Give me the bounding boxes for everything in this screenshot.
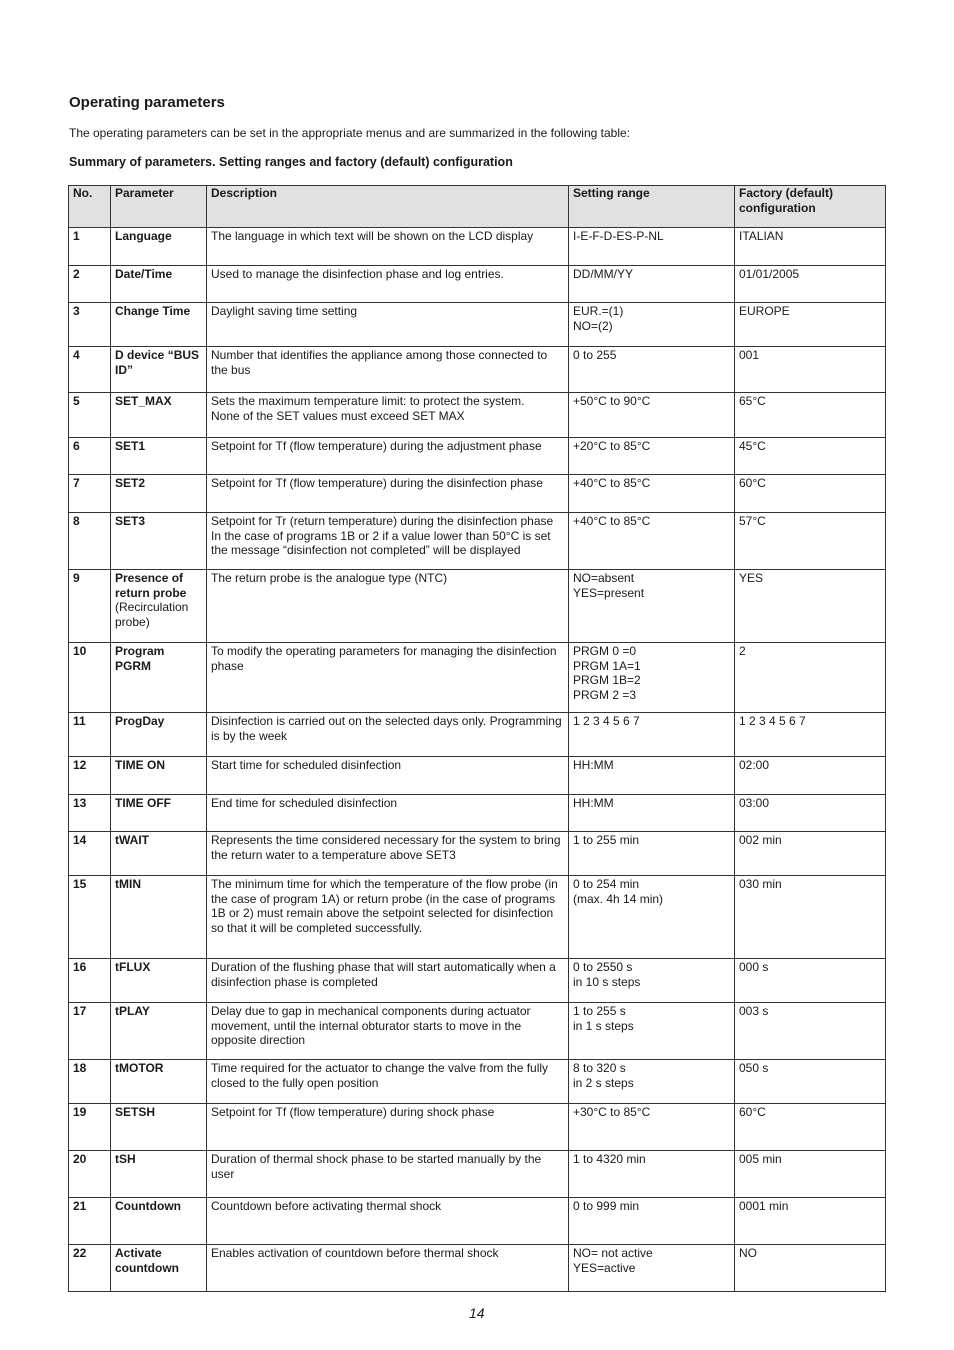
cell-no: 3 — [69, 303, 111, 347]
range-line: in 1 s steps — [573, 1018, 634, 1033]
table-row — [69, 570, 886, 643]
cell-no: 19 — [69, 1104, 111, 1151]
range-line: NO=(2) — [573, 318, 613, 333]
cell-no: 21 — [69, 1198, 111, 1245]
cell-range — [569, 570, 735, 643]
cell-factory: EUROPE — [735, 303, 886, 347]
cell-no: 8 — [69, 513, 111, 570]
range-line: in 10 s steps — [573, 974, 641, 989]
range-line: 0 to 2550 s — [573, 960, 633, 974]
cell-no: 7 — [69, 475, 111, 513]
table-row — [69, 438, 886, 475]
description-line: None of the SET values must exceed SET MAX — [211, 408, 465, 423]
range-line: in 2 s steps — [573, 1075, 634, 1090]
cell-description: Daylight saving time setting — [207, 303, 569, 347]
table-row — [69, 266, 886, 303]
cell-description: Enables activation of countdown before thermal shock — [207, 1245, 569, 1292]
cell-description: Countdown before activating thermal shock — [207, 1198, 569, 1245]
cell-parameter: TIME ON — [111, 757, 207, 795]
cell-no: 11 — [69, 713, 111, 757]
table-row — [69, 757, 886, 795]
cell-range: 0 to 255 — [569, 347, 735, 393]
table-header-row — [69, 186, 886, 228]
parameters-table — [68, 185, 886, 1292]
cell-parameter: Activate countdown — [111, 1245, 207, 1292]
range-line: NO=absent — [573, 571, 635, 585]
cell-description: To modify the operating parameters for managing the disinfection phase — [207, 643, 569, 713]
cell-parameter: SET2 — [111, 475, 207, 513]
cell-parameter: TIME OFF — [111, 795, 207, 832]
cell-description: Represents the time considered necessary for the system to bring the return water to a temperature above SET3 — [207, 832, 569, 876]
cell-parameter: Program PGRM — [111, 643, 207, 713]
cell-no: 2 — [69, 266, 111, 303]
cell-parameter: tSH — [111, 1151, 207, 1198]
cell-description — [207, 393, 569, 438]
cell-range: +40°C to 85°C — [569, 513, 735, 570]
cell-range — [569, 1003, 735, 1060]
cell-factory: 01/01/2005 — [735, 266, 886, 303]
cell-no: 6 — [69, 438, 111, 475]
cell-factory: 002 min — [735, 832, 886, 876]
cell-parameter: tWAIT — [111, 832, 207, 876]
table-row — [69, 228, 886, 266]
cell-description: End time for scheduled disinfection — [207, 795, 569, 832]
cell-description: Duration of the flushing phase that will start automatically when a disinfection phase is completed — [207, 959, 569, 1003]
cell-range: HH:MM — [569, 795, 735, 832]
cell-description: Disinfection is carried out on the selected days only. Programming is by the week — [207, 713, 569, 757]
cell-parameter: tMOTOR — [111, 1060, 207, 1104]
intro-paragraph: The operating parameters can be set in the appropriate menus and are summarized in the following table: — [69, 126, 630, 140]
cell-description: Delay due to gap in mechanical components during actuator movement, until the internal obturator starts to move in the opposite direction — [207, 1003, 569, 1060]
cell-parameter: SET_MAX — [111, 393, 207, 438]
header-parameter: Parameter — [111, 186, 207, 228]
cell-description: The language in which text will be shown on the LCD display — [207, 228, 569, 266]
range-line: PRGM 2 =3 — [573, 687, 637, 702]
cell-parameter: Change Time — [111, 303, 207, 347]
description-line: In the case of programs 1B or 2 if a value lower than 50°C is set the message “disinfection not completed” will be displayed — [211, 528, 551, 557]
table-row — [69, 1003, 886, 1060]
cell-no: 17 — [69, 1003, 111, 1060]
range-line: PRGM 1B=2 — [573, 673, 641, 687]
cell-range: +50°C to 90°C — [569, 393, 735, 438]
cell-description: Duration of thermal shock phase to be started manually by the user — [207, 1151, 569, 1198]
cell-factory: 0001 min — [735, 1198, 886, 1245]
cell-factory: 60°C — [735, 475, 886, 513]
table-row — [69, 876, 886, 959]
range-line: YES=active — [573, 1260, 636, 1275]
cell-no: 4 — [69, 347, 111, 393]
cell-factory: 65°C — [735, 393, 886, 438]
cell-factory: 030 min — [735, 876, 886, 959]
table-title: Summary of parameters. Setting ranges and factory (default) configuration — [69, 155, 513, 169]
table-row — [69, 1104, 886, 1151]
table-row — [69, 832, 886, 876]
cell-parameter: SETSH — [111, 1104, 207, 1151]
cell-factory: 005 min — [735, 1151, 886, 1198]
table-row — [69, 643, 886, 713]
cell-no: 9 — [69, 570, 111, 643]
cell-description: Time required for the actuator to change the valve from the fully closed to the fully open position — [207, 1060, 569, 1104]
table-row — [69, 1198, 886, 1245]
cell-description: The return probe is the analogue type (NTC) — [207, 570, 569, 643]
cell-description: Start time for scheduled disinfection — [207, 757, 569, 795]
cell-range — [569, 1245, 735, 1292]
cell-factory: 000 s — [735, 959, 886, 1003]
cell-description: The minimum time for which the temperature of the flow probe (in the case of program 1A) or return probe (in the case of programs 1B or 2) must remain above the setpoint selected for disinfection so that it will be completed successfully. — [207, 876, 569, 959]
cell-no: 15 — [69, 876, 111, 959]
range-line: 1 to 255 s — [573, 1004, 626, 1018]
range-line: (max. 4h 14 min) — [573, 891, 664, 906]
parameter-note: (Recirculation probe) — [115, 600, 189, 629]
cell-parameter: tFLUX — [111, 959, 207, 1003]
cell-range — [569, 303, 735, 347]
cell-range — [569, 876, 735, 959]
cell-factory: 03:00 — [735, 795, 886, 832]
table-row — [69, 393, 886, 438]
cell-no: 20 — [69, 1151, 111, 1198]
cell-description: Setpoint for Tf (flow temperature) during the adjustment phase — [207, 438, 569, 475]
cell-description: Used to manage the disinfection phase and log entries. — [207, 266, 569, 303]
header-no: No. — [69, 186, 111, 228]
cell-no: 1 — [69, 228, 111, 266]
cell-factory: 02:00 — [735, 757, 886, 795]
cell-parameter: D device “BUS ID” — [111, 347, 207, 393]
range-line: NO= not active — [573, 1246, 653, 1260]
cell-range: 1 2 3 4 5 6 7 — [569, 713, 735, 757]
cell-description: Number that identifies the appliance among those connected to the bus — [207, 347, 569, 393]
description-line: Sets the maximum temperature limit: to protect the system. — [211, 394, 525, 408]
cell-factory: 003 s — [735, 1003, 886, 1060]
table-row — [69, 713, 886, 757]
cell-parameter: SET3 — [111, 513, 207, 570]
cell-description — [207, 513, 569, 570]
table-row — [69, 303, 886, 347]
cell-factory: ITALIAN — [735, 228, 886, 266]
header-factory-configuration: Factory (default) configuration — [735, 186, 886, 228]
cell-factory: 1 2 3 4 5 6 7 — [735, 713, 886, 757]
table-row — [69, 475, 886, 513]
range-line: EUR.=(1) — [573, 304, 624, 318]
cell-parameter: tPLAY — [111, 1003, 207, 1060]
table-row — [69, 795, 886, 832]
range-line: YES=present — [573, 585, 645, 600]
range-line: PRGM 1A=1 — [573, 658, 641, 673]
cell-factory: YES — [735, 570, 886, 643]
cell-no: 18 — [69, 1060, 111, 1104]
cell-parameter: tMIN — [111, 876, 207, 959]
table-row — [69, 1060, 886, 1104]
cell-range: I-E-F-D-ES-P-NL — [569, 228, 735, 266]
table-row — [69, 959, 886, 1003]
cell-factory: 45°C — [735, 438, 886, 475]
cell-range: HH:MM — [569, 757, 735, 795]
header-description: Description — [207, 186, 569, 228]
table-row — [69, 1245, 886, 1292]
table-row — [69, 1151, 886, 1198]
cell-range: 0 to 999 min — [569, 1198, 735, 1245]
cell-parameter: Date/Time — [111, 266, 207, 303]
cell-no: 5 — [69, 393, 111, 438]
cell-range: +30°C to 85°C — [569, 1104, 735, 1151]
cell-factory: 2 — [735, 643, 886, 713]
header-setting-range: Setting range — [569, 186, 735, 228]
cell-range: +20°C to 85°C — [569, 438, 735, 475]
cell-no: 10 — [69, 643, 111, 713]
cell-factory: 57°C — [735, 513, 886, 570]
cell-range: 1 to 255 min — [569, 832, 735, 876]
cell-no: 22 — [69, 1245, 111, 1292]
range-line: PRGM 0 =0 — [573, 644, 637, 658]
range-line: 8 to 320 s — [573, 1061, 626, 1075]
table-row — [69, 513, 886, 570]
cell-description: Setpoint for Tf (flow temperature) during the disinfection phase — [207, 475, 569, 513]
cell-factory: 60°C — [735, 1104, 886, 1151]
cell-no: 14 — [69, 832, 111, 876]
cell-range — [569, 1060, 735, 1104]
cell-range: +40°C to 85°C — [569, 475, 735, 513]
cell-description: Setpoint for Tf (flow temperature) during shock phase — [207, 1104, 569, 1151]
cell-factory: 050 s — [735, 1060, 886, 1104]
parameter-name: Presence of return probe — [115, 571, 187, 600]
cell-no: 12 — [69, 757, 111, 795]
cell-parameter: SET1 — [111, 438, 207, 475]
cell-factory: 001 — [735, 347, 886, 393]
range-line: 0 to 254 min — [573, 877, 640, 891]
table-row — [69, 347, 886, 393]
cell-factory: NO — [735, 1245, 886, 1292]
cell-parameter — [111, 570, 207, 643]
cell-no: 13 — [69, 795, 111, 832]
cell-parameter: Countdown — [111, 1198, 207, 1245]
description-line: Setpoint for Tr (return temperature) during the disinfection phase — [211, 514, 554, 528]
cell-range — [569, 643, 735, 713]
cell-parameter: ProgDay — [111, 713, 207, 757]
cell-range: 1 to 4320 min — [569, 1151, 735, 1198]
cell-range — [569, 959, 735, 1003]
cell-parameter: Language — [111, 228, 207, 266]
page-heading: Operating parameters — [69, 94, 225, 111]
page-number: 14 — [469, 1305, 485, 1321]
cell-no: 16 — [69, 959, 111, 1003]
cell-range: DD/MM/YY — [569, 266, 735, 303]
